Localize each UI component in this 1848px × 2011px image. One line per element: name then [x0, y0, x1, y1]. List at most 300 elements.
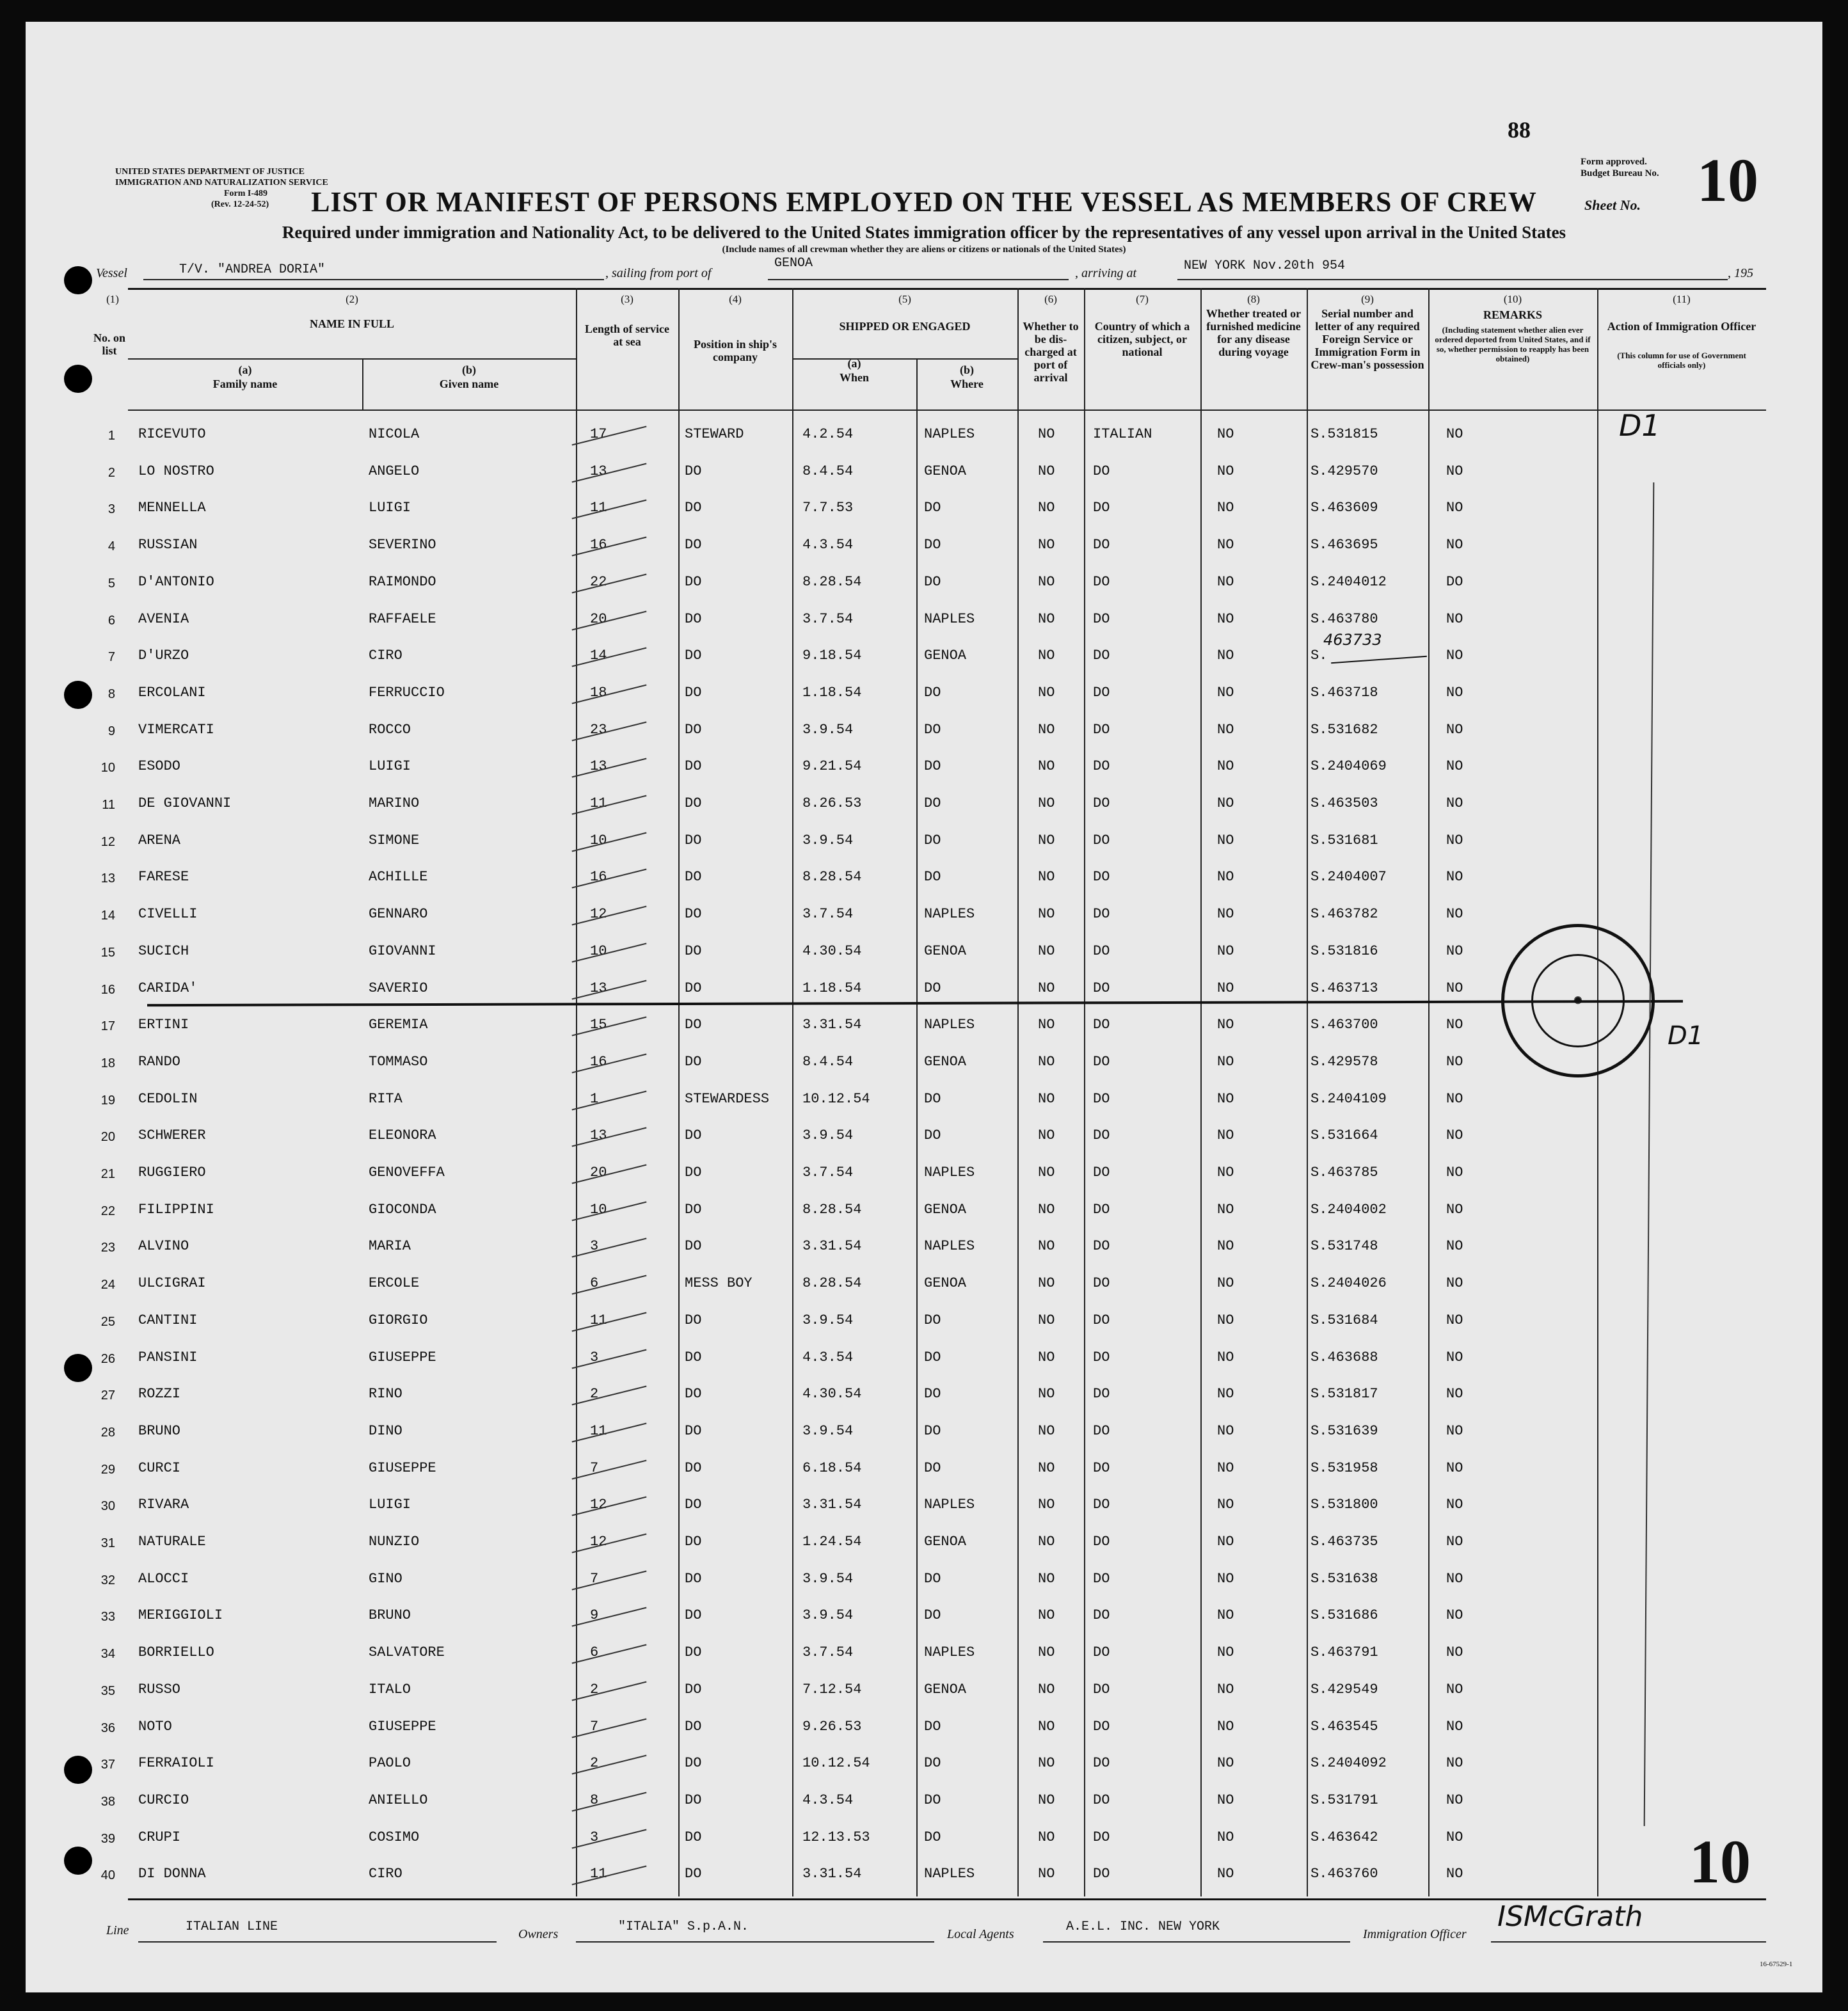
cell-position: DO [685, 1460, 702, 1476]
cell-given: ACHILLE [369, 869, 428, 885]
cell-given: PAOLO [369, 1755, 411, 1771]
cell-position: STEWARD [685, 426, 744, 442]
cell-position: DO [685, 795, 702, 811]
row-number: 13 [100, 871, 115, 886]
cell-family: ALOCCI [138, 1571, 189, 1587]
cell-length: 11 [590, 1312, 607, 1328]
cell-family: RUSSO [138, 1681, 181, 1697]
cell-country: DO [1093, 906, 1110, 922]
cell-where: NAPLES [924, 906, 975, 922]
arriving-label: , arriving at [1075, 266, 1137, 280]
cell-family: ULCIGRAI [138, 1275, 206, 1291]
cell-length: 12 [590, 906, 607, 922]
cell-position: DO [685, 1386, 702, 1402]
cell-when: 3.9.54 [802, 1571, 854, 1587]
cell-serial: S.463609 [1310, 500, 1378, 516]
cell-where: DO [924, 1312, 941, 1328]
row-number: 4 [108, 539, 115, 553]
cell-family: CIVELLI [138, 906, 198, 922]
footer-agents: A.E.L. INC. NEW YORK [1066, 1920, 1220, 1934]
cell-length: 13 [590, 980, 607, 996]
cell-position: DO [685, 537, 702, 553]
cell-position: DO [685, 869, 702, 885]
cell-where: NAPLES [924, 1238, 975, 1254]
cell-serial: S.429570 [1310, 463, 1378, 479]
cell-family: D'URZO [138, 648, 189, 664]
footer-owners: "ITALIA" S.p.A.N. [618, 1920, 749, 1934]
cell-length: 18 [590, 685, 607, 701]
cell-position: DO [685, 1017, 702, 1033]
col-num: (5) [898, 293, 911, 305]
cell-family: DE GIOVANNI [138, 795, 232, 811]
cell-given: DINO [369, 1423, 402, 1439]
name-subheader-divider [128, 358, 576, 360]
cell-family: PANSINI [138, 1349, 198, 1365]
cell-country: DO [1093, 1571, 1110, 1587]
stamp-seal-icon: ✺ [1531, 954, 1625, 1047]
cell-when: 9.18.54 [802, 648, 862, 664]
cell-serial: S.531664 [1310, 1127, 1378, 1143]
row-number: 38 [100, 1795, 115, 1809]
cell-country: DO [1093, 1238, 1110, 1254]
footer-line: ITALIAN LINE [186, 1920, 278, 1934]
cell-country: DO [1093, 1534, 1110, 1550]
row-number: 20 [100, 1130, 115, 1144]
row-number: 29 [100, 1463, 115, 1477]
cell-medicine: NO [1217, 1792, 1234, 1808]
cell-medicine: NO [1217, 1164, 1234, 1180]
row-number: 2 [108, 466, 115, 480]
cell-when: 7.7.53 [802, 500, 854, 516]
col-head-no: No. on list [93, 331, 125, 357]
cell-medicine: NO [1217, 611, 1234, 627]
cell-where: DO [924, 1349, 941, 1365]
footer-line-label: Line [106, 1923, 129, 1937]
cell-when: 4.30.54 [802, 943, 862, 959]
cell-remarks: NO [1446, 1571, 1463, 1587]
cell-where: DO [924, 795, 941, 811]
col-head-where: Where [950, 378, 984, 390]
cell-where: GENOA [924, 1275, 967, 1291]
cell-position: DO [685, 463, 702, 479]
officer-signature: ISMcGrath [1497, 1900, 1643, 1933]
row-number: 10 [100, 761, 115, 775]
cell-medicine: NO [1217, 980, 1234, 996]
column-divider [916, 358, 918, 1896]
cell-family: RIVARA [138, 1497, 189, 1513]
cell-length: 13 [590, 1127, 607, 1143]
cell-serial: S.2404069 [1310, 758, 1387, 774]
cell-country: DO [1093, 722, 1110, 738]
row-number: 21 [100, 1167, 115, 1181]
cell-serial: S.463785 [1310, 1164, 1378, 1180]
cell-length: 2 [590, 1681, 599, 1697]
cell-medicine: NO [1217, 1127, 1234, 1143]
cell-medicine: NO [1217, 1423, 1234, 1439]
cell-serial: S.463782 [1310, 906, 1378, 922]
cell-discharged: NO [1038, 1460, 1055, 1476]
cell-length: 3 [590, 1349, 599, 1365]
row-number: 23 [100, 1241, 115, 1255]
col-head-action: Action of Immigration Officer [1607, 320, 1756, 333]
cell-length: 10 [590, 943, 607, 959]
col-head-when-sub: (a) [847, 357, 861, 370]
cell-given: BRUNO [369, 1607, 411, 1623]
cell-position: DO [685, 648, 702, 664]
cell-country: DO [1093, 648, 1110, 664]
cell-remarks: NO [1446, 426, 1463, 442]
cell-where: NAPLES [924, 1866, 975, 1882]
punch-hole [64, 1847, 92, 1875]
cell-medicine: NO [1217, 1755, 1234, 1771]
cell-where: DO [924, 832, 941, 848]
cell-length: 1 [590, 1091, 599, 1107]
cell-discharged: NO [1038, 869, 1055, 885]
sheet-number-bottom: 10 [1689, 1827, 1751, 1896]
cell-medicine: NO [1217, 1275, 1234, 1291]
cell-position: DO [685, 1127, 702, 1143]
cell-given: ANIELLO [369, 1792, 428, 1808]
cell-length: 15 [590, 1017, 607, 1033]
cell-country: DO [1093, 685, 1110, 701]
cell-discharged: NO [1038, 574, 1055, 590]
cell-family: RANDO [138, 1054, 181, 1070]
cell-when: 4.3.54 [802, 537, 854, 553]
cell-country: DO [1093, 1091, 1110, 1107]
cell-when: 4.3.54 [802, 1349, 854, 1365]
cell-when: 1.18.54 [802, 685, 862, 701]
cell-discharged: NO [1038, 1386, 1055, 1402]
col-head-given: Given name [439, 378, 499, 390]
cell-where: NAPLES [924, 1644, 975, 1660]
row-number: 24 [100, 1278, 115, 1292]
row-number: 37 [100, 1758, 115, 1772]
cell-serial: S.2404092 [1310, 1755, 1387, 1771]
col-head-where-sub: (b) [960, 363, 974, 376]
cell-discharged: NO [1038, 1349, 1055, 1365]
row-number: 28 [100, 1426, 115, 1440]
cell-medicine: NO [1217, 685, 1234, 701]
cell-given: ANGELO [369, 463, 420, 479]
cell-country: DO [1093, 537, 1110, 553]
cell-serial: S.463503 [1310, 795, 1378, 811]
cell-medicine: NO [1217, 1312, 1234, 1328]
cell-when: 3.31.54 [802, 1497, 862, 1513]
cell-given: TOMMASO [369, 1054, 428, 1070]
cell-length: 11 [590, 795, 607, 811]
cell-when: 7.12.54 [802, 1681, 862, 1697]
cell-country: DO [1093, 463, 1110, 479]
cell-given: GENOVEFFA [369, 1164, 445, 1180]
cell-when: 3.31.54 [802, 1238, 862, 1254]
cell-remarks: NO [1446, 1091, 1463, 1107]
cell-medicine: NO [1217, 1238, 1234, 1254]
cell-when: 1.18.54 [802, 980, 862, 996]
cell-position: DO [685, 1423, 702, 1439]
cell-serial: S.531639 [1310, 1423, 1378, 1439]
cell-family: CEDOLIN [138, 1091, 198, 1107]
row-number: 31 [100, 1536, 115, 1550]
col-head-when: When [839, 371, 869, 384]
cell-serial: S. [1310, 648, 1328, 664]
cell-where: GENOA [924, 463, 967, 479]
cell-family: ESODO [138, 758, 181, 774]
cell-where: DO [924, 758, 941, 774]
cell-discharged: NO [1038, 758, 1055, 774]
cell-remarks: NO [1446, 869, 1463, 885]
cell-family: CURCIO [138, 1792, 189, 1808]
column-divider [1428, 288, 1430, 1896]
row-number: 30 [100, 1499, 115, 1513]
cell-family: LO NOSTRO [138, 463, 214, 479]
cell-where: DO [924, 1829, 941, 1845]
cell-country: DO [1093, 1681, 1110, 1697]
cell-position: DO [685, 1719, 702, 1735]
cell-position: DO [685, 943, 702, 959]
cell-given: ERCOLE [369, 1275, 420, 1291]
cell-discharged: NO [1038, 832, 1055, 848]
cell-country: DO [1093, 1054, 1110, 1070]
cell-discharged: NO [1038, 906, 1055, 922]
cell-when: 4.30.54 [802, 1386, 862, 1402]
cell-length: 16 [590, 537, 607, 553]
cell-length: 2 [590, 1755, 599, 1771]
cell-when: 6.18.54 [802, 1460, 862, 1476]
row-number: 35 [100, 1684, 115, 1698]
cell-length: 11 [590, 500, 607, 516]
cell-family: AVENIA [138, 611, 189, 627]
cell-discharged: NO [1038, 1719, 1055, 1735]
cell-position: DO [685, 1607, 702, 1623]
column-divider [1597, 288, 1598, 1896]
cell-length: 14 [590, 648, 607, 664]
cell-medicine: NO [1217, 1497, 1234, 1513]
col-num: (4) [729, 293, 742, 305]
cell-length: 22 [590, 574, 607, 590]
cell-country: DO [1093, 1275, 1110, 1291]
col-head-family: Family name [212, 378, 278, 390]
cell-given: GIORGIO [369, 1312, 428, 1328]
cell-when: 12.13.53 [802, 1829, 870, 1845]
cell-medicine: NO [1217, 1054, 1234, 1070]
cell-position: DO [685, 1644, 702, 1660]
cell-serial: S.531638 [1310, 1571, 1378, 1587]
cell-when: 8.28.54 [802, 1275, 862, 1291]
cell-when: 3.9.54 [802, 1423, 854, 1439]
cell-where: DO [924, 500, 941, 516]
cell-where: DO [924, 980, 941, 996]
cell-when: 8.28.54 [802, 869, 862, 885]
col-num: (8) [1247, 293, 1260, 305]
cell-given: GEREMIA [369, 1017, 428, 1033]
cell-discharged: NO [1038, 980, 1055, 996]
year-suffix: , 195 [1728, 266, 1753, 280]
cell-serial: S.463688 [1310, 1349, 1378, 1365]
page-number: 88 [1508, 117, 1531, 143]
cell-given: CIRO [369, 1866, 402, 1882]
cell-discharged: NO [1038, 1238, 1055, 1254]
cell-discharged: NO [1038, 648, 1055, 664]
cell-position: DO [685, 1829, 702, 1845]
cell-where: GENOA [924, 648, 967, 664]
cell-position: DO [685, 1571, 702, 1587]
cell-discharged: NO [1038, 722, 1055, 738]
cell-where: GENOA [924, 1534, 967, 1550]
col-head-country: Country of which a citizen, subject, or national [1094, 320, 1190, 358]
cell-family: ERCOLANI [138, 685, 206, 701]
approval-line: Budget Bureau No. [1581, 168, 1659, 179]
arriving-port-date: NEW YORK Nov.20th 954 [1184, 258, 1346, 273]
cell-given: GIUSEPPE [369, 1460, 436, 1476]
cell-given: GIOCONDA [369, 1202, 436, 1218]
cell-country: DO [1093, 1202, 1110, 1218]
cell-country: DO [1093, 1866, 1110, 1882]
column-divider [678, 288, 680, 1896]
cell-serial: S.463713 [1310, 980, 1378, 996]
cell-remarks: NO [1446, 1238, 1463, 1254]
cell-medicine: NO [1217, 906, 1234, 922]
cell-family: RICEVUTO [138, 426, 206, 442]
cell-discharged: NO [1038, 1127, 1055, 1143]
col-head-action-note: (This column for use of Government officials only) [1617, 351, 1746, 370]
cell-when: 4.2.54 [802, 426, 854, 442]
cell-when: 8.4.54 [802, 463, 854, 479]
punch-hole [64, 266, 92, 294]
cell-country: DO [1093, 1164, 1110, 1180]
cell-serial: S.463718 [1310, 685, 1378, 701]
cell-length: 6 [590, 1275, 599, 1291]
row-number: 14 [100, 909, 115, 923]
cell-given: GINO [369, 1571, 402, 1587]
vessel-name: T/V. "ANDREA DORIA" [179, 262, 326, 277]
cell-discharged: NO [1038, 1792, 1055, 1808]
cell-discharged: NO [1038, 1091, 1055, 1107]
cell-discharged: NO [1038, 1312, 1055, 1328]
cell-country: DO [1093, 611, 1110, 627]
col-head-medicine: Whether treated or furnished medicine for any disease during voyage [1206, 307, 1302, 358]
cell-family: ERTINI [138, 1017, 189, 1033]
sailing-port: GENOA [774, 256, 813, 271]
cell-medicine: NO [1217, 1349, 1234, 1365]
cell-discharged: NO [1038, 1054, 1055, 1070]
cell-remarks: NO [1446, 1202, 1463, 1218]
cell-where: DO [924, 685, 941, 701]
cell-where: DO [924, 1755, 941, 1771]
col-head-given-sub: (b) [462, 363, 476, 376]
cell-family: ALVINO [138, 1238, 189, 1254]
sheet-number: 10 [1697, 146, 1758, 214]
cell-serial: S.531681 [1310, 832, 1378, 848]
cell-given: RAIMONDO [369, 574, 436, 590]
cell-length: 6 [590, 1644, 599, 1660]
cell-discharged: NO [1038, 943, 1055, 959]
cell-country: DO [1093, 832, 1110, 848]
cell-where: DO [924, 1571, 941, 1587]
cell-country: DO [1093, 1792, 1110, 1808]
cell-discharged: NO [1038, 1829, 1055, 1845]
cell-position: DO [685, 611, 702, 627]
cell-where: DO [924, 1460, 941, 1476]
cell-where: DO [924, 574, 941, 590]
cell-remarks: NO [1446, 722, 1463, 738]
cell-country: DO [1093, 1497, 1110, 1513]
form-revision: (Rev. 12-24-52) [211, 200, 269, 209]
cell-discharged: NO [1038, 1423, 1055, 1439]
cell-medicine: NO [1217, 1644, 1234, 1660]
cell-where: NAPLES [924, 1017, 975, 1033]
cell-length: 8 [590, 1792, 599, 1808]
page-subtitle: Required under immigration and Nationality Act, to be delivered to the United States immigration officer by the representatives of any vessel upon arrival in the United States [282, 223, 1566, 242]
cell-family: FILIPPINI [138, 1202, 214, 1218]
cell-family: BORRIELLO [138, 1644, 214, 1660]
cell-position: DO [685, 906, 702, 922]
cell-position: DO [685, 1054, 702, 1070]
punch-hole [64, 365, 92, 393]
cell-family: RUGGIERO [138, 1164, 206, 1180]
row-number: 19 [100, 1093, 115, 1108]
cell-country: DO [1093, 869, 1110, 885]
cell-length: 3 [590, 1829, 599, 1845]
cell-position: MESS BOY [685, 1275, 753, 1291]
cell-where: DO [924, 1127, 941, 1143]
page-title: LIST OR MANIFEST OF PERSONS EMPLOYED ON THE VESSEL AS MEMBERS OF CREW [311, 186, 1537, 218]
footer-officer-label: Immigration Officer [1363, 1927, 1467, 1941]
cell-where: GENOA [924, 1202, 967, 1218]
footer-owners-label: Owners [518, 1927, 559, 1941]
cell-family: FERRAIOLI [138, 1755, 214, 1771]
cell-remarks: NO [1446, 1644, 1463, 1660]
cell-length: 11 [590, 1866, 607, 1882]
cell-given: GIUSEPPE [369, 1349, 436, 1365]
cell-medicine: NO [1217, 795, 1234, 811]
cell-country: DO [1093, 1312, 1110, 1328]
cell-given: RINO [369, 1386, 402, 1402]
cell-when: 3.31.54 [802, 1017, 862, 1033]
cell-given: RAFFAELE [369, 611, 436, 627]
action-mark: D1 [1668, 1021, 1704, 1051]
cell-where: NAPLES [924, 1497, 975, 1513]
cell-remarks: NO [1446, 795, 1463, 811]
cell-position: DO [685, 1681, 702, 1697]
cell-when: 3.9.54 [802, 722, 854, 738]
col-num: (3) [621, 293, 633, 305]
cell-discharged: NO [1038, 426, 1055, 442]
cell-country: DO [1093, 1644, 1110, 1660]
underline [143, 279, 604, 280]
column-divider [1017, 288, 1019, 1896]
cell-position: DO [685, 1202, 702, 1218]
cell-when: 3.9.54 [802, 832, 854, 848]
cell-serial: S.531791 [1310, 1792, 1378, 1808]
cell-serial: S.463760 [1310, 1866, 1378, 1882]
cell-position: DO [685, 500, 702, 516]
cell-when: 3.7.54 [802, 1164, 854, 1180]
cell-where: NAPLES [924, 1164, 975, 1180]
cell-given: LUIGI [369, 500, 411, 516]
cell-length: 16 [590, 869, 607, 885]
cell-medicine: NO [1217, 1386, 1234, 1402]
cell-when: 8.28.54 [802, 1202, 862, 1218]
cell-length: 23 [590, 722, 607, 738]
page-note: (Include names of all crewman whether they are aliens or citizens or nationals of the United States) [722, 244, 1126, 255]
col-num: (10) [1503, 293, 1522, 305]
col-num: (7) [1136, 293, 1149, 305]
cell-where: DO [924, 1792, 941, 1808]
cell-discharged: NO [1038, 1275, 1055, 1291]
cell-length: 20 [590, 1164, 607, 1180]
cell-where: DO [924, 722, 941, 738]
approval-block [1581, 156, 1659, 179]
